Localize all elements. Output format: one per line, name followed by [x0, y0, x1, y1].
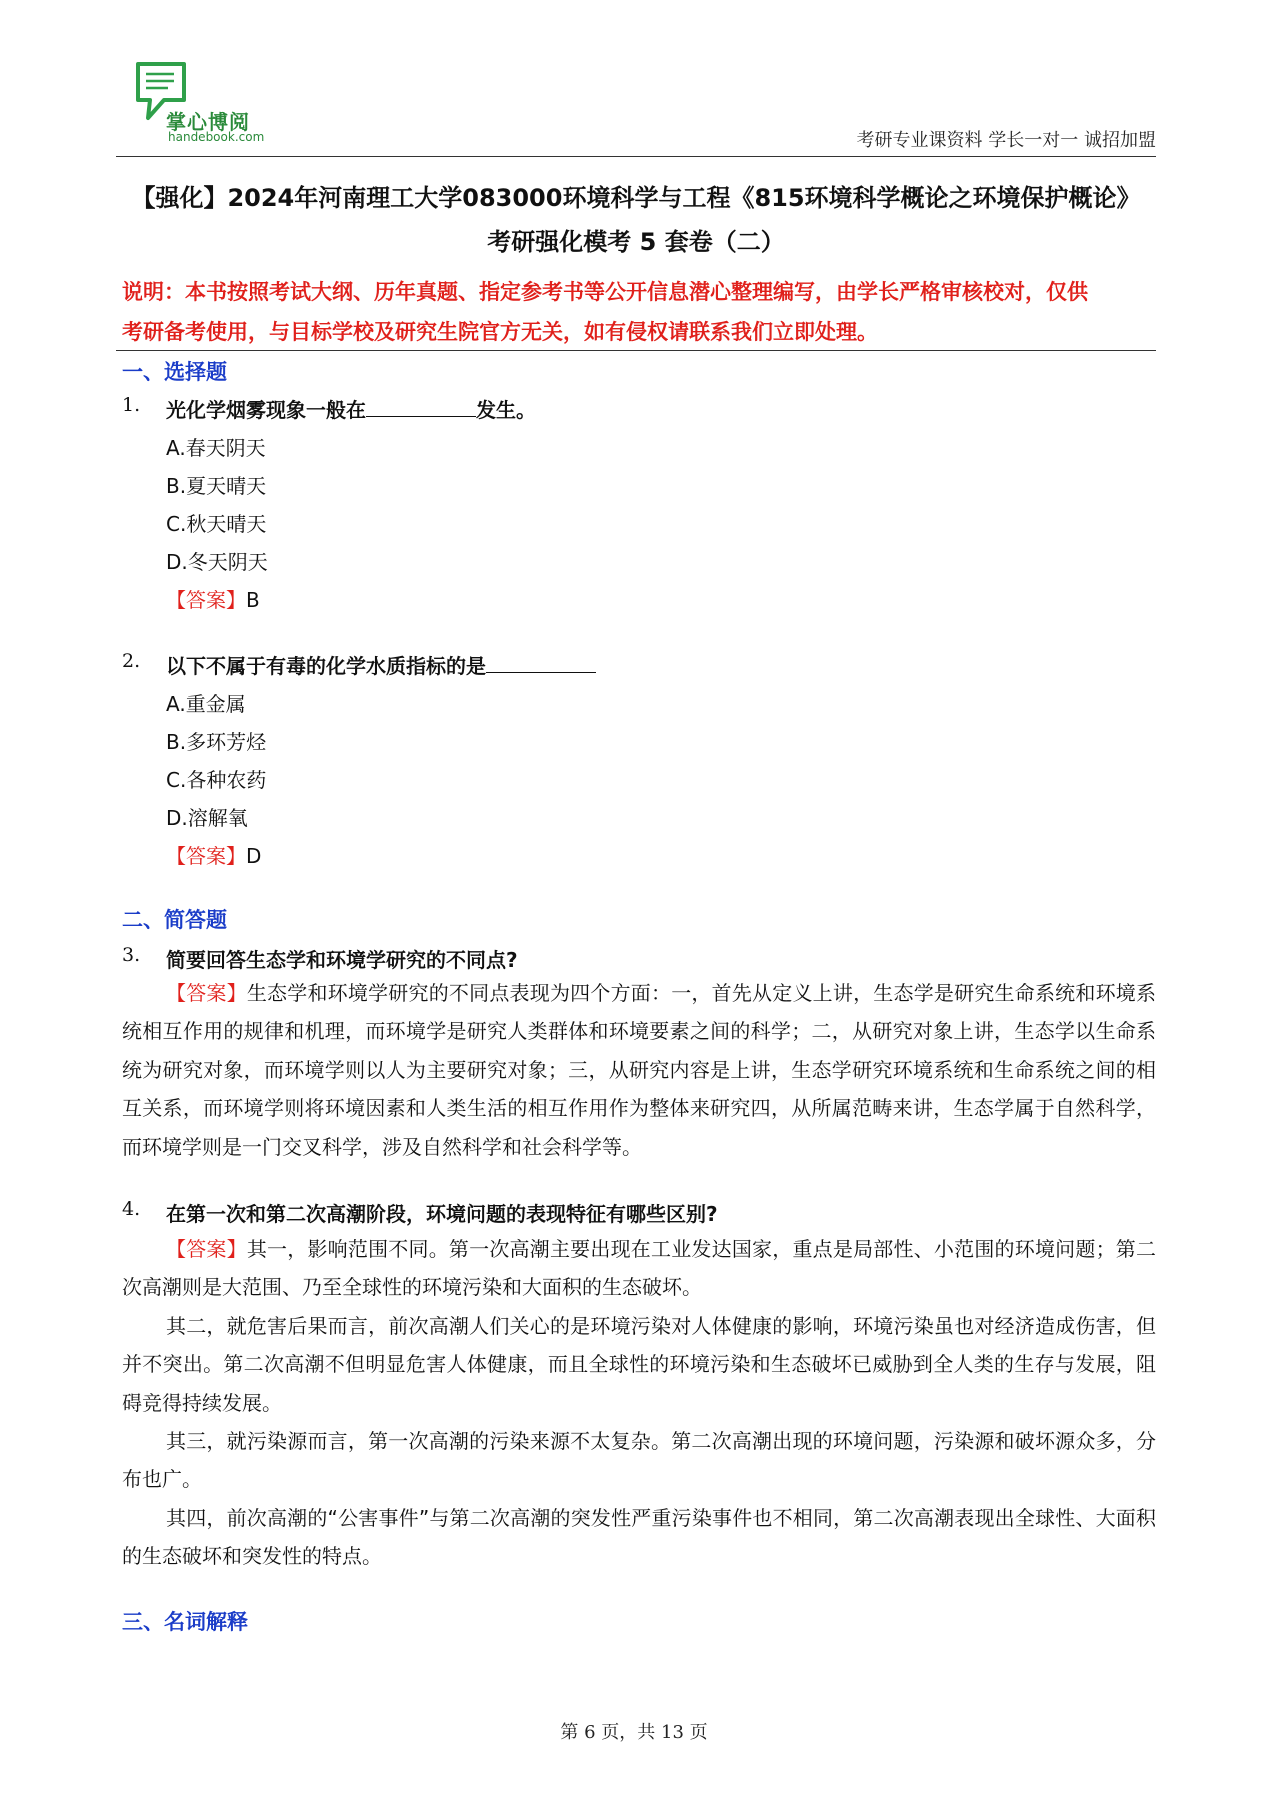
answer-paragraph: 其三，就污染源而言，第一次高潮的污染来源不太复杂。第二次高潮出现的环境问题，污染源和破坏源众多，分布也广。 — [122, 1429, 1156, 1492]
question-text: 简要回答生态学和环境学研究的不同点? — [166, 948, 518, 972]
answer-line — [166, 840, 261, 869]
question-text-part: 以下不属于有毒的化学水质指标的是 — [166, 654, 486, 678]
answer-paragraph: 其四，前次高潮的“公害事件”与第二次高潮的突发性严重污染事件也不相同，第二次高潮表现出全球性、大面积的生态破坏和突发性的特点。 — [122, 1506, 1156, 1569]
option-item: C.秋天晴天 — [166, 512, 267, 536]
answer-line — [166, 584, 260, 613]
answer-value: B — [246, 588, 260, 612]
notice-line2: 考研备考使用，与目标学校及研究生院官方无关，如有侵权请联系我们立即处理。 — [122, 320, 878, 344]
answer-tag: 【答案】 — [166, 844, 246, 868]
option-item: D.冬天阴天 — [166, 550, 268, 574]
answer-tag: 【答案】 — [166, 588, 246, 612]
section-heading-terms: 三、名词解释 — [122, 1610, 248, 1634]
section-heading-choice: 一、选择题 — [122, 360, 227, 384]
question-text-part: 发生。 — [476, 398, 536, 422]
answer-blank — [366, 396, 476, 417]
answer-tag: 【答案】 — [166, 1237, 247, 1261]
answer-value: D — [246, 844, 262, 868]
question-text — [166, 394, 536, 423]
option-item: D.溶解氧 — [166, 806, 248, 830]
option-item: C.各种农药 — [166, 768, 267, 792]
header-divider — [116, 156, 1156, 157]
document-title-line2: 考研强化模考 5 套卷（二） — [487, 228, 785, 256]
answer-paragraph: 其二，就危害后果而言，前次高潮人们关心的是环境污染对人体健康的影响，环境污染虽也对经济造成伤害，但并不突出。第二次高潮不但明显危害人体健康，而且全球性的环境污染和生态破坏已威胁到全人类的生存与发展，阻碍竞得持续发展。 — [122, 1314, 1156, 1415]
question-number: 2. — [122, 650, 141, 672]
answer-text: 生态学和环境学研究的不同点表现为四个方面：一，首先从定义上讲，生态学是研究生命系统和环境系统相互作用的规律和机理，而环境学是研究人类群体和环境要素之间的科学；二，从研究对象上讲，生态学以生命系统为研究对象，而环境学则以人为主要研究对象；三，从研究内容是上讲，生态学研究环境系统和生命系统之间的相互关系，而环境学则将环境因素和人类生活的相互作用作为整体来研究四，从所属范畴来讲，生态学属于自然科学，而环境学则是一门交叉科学，涉及自然科学和社会科学等。 — [122, 981, 1157, 1159]
option-item: B.夏天晴天 — [166, 474, 267, 498]
option-item: A.春天阴天 — [166, 436, 266, 460]
notice-divider — [116, 350, 1156, 351]
answer-text: 其一，影响范围不同。第一次高潮主要出现在工业发达国家，重点是局部性、小范围的环境问题；第二次高潮则是大范围、乃至全球性的环境污染和大面积的生态破坏。 — [122, 1237, 1157, 1300]
notice-line1: 说明：本书按照考试大纲、历年真题、指定参考书等公开信息潜心整理编写，由学长严格审核校对，仅供 — [122, 280, 1088, 304]
page-number-footer: 第 6 页，共 13 页 — [560, 1722, 708, 1743]
document-title-line1: 【强化】2024年河南理工大学083000环境科学与工程《815环境科学概论之环境保护概论》 — [131, 184, 1141, 212]
logo-text: 掌心博阅 — [166, 110, 250, 134]
question-text: 在第一次和第二次高潮阶段，环境问题的表现特征有哪些区别? — [166, 1202, 718, 1226]
question-text — [166, 650, 596, 679]
answer-paragraph — [122, 974, 1156, 1166]
option-item: A.重金属 — [166, 692, 246, 716]
answer-tag: 【答案】 — [166, 981, 247, 1005]
option-item: B.多环芳烃 — [166, 730, 267, 754]
question-text-part: 光化学烟雾现象一般在 — [166, 398, 366, 422]
section-heading-short-answer: 二、简答题 — [122, 908, 227, 932]
answer-blank — [486, 652, 596, 673]
logo-domain: handebook.com — [168, 130, 265, 144]
answer-paragraph — [122, 1230, 1156, 1307]
question-number: 4. — [122, 1198, 141, 1220]
header-slogan: 考研专业课资料 学长一对一 诚招加盟 — [856, 130, 1156, 151]
question-number: 3. — [122, 944, 141, 966]
question-number: 1. — [122, 394, 141, 416]
